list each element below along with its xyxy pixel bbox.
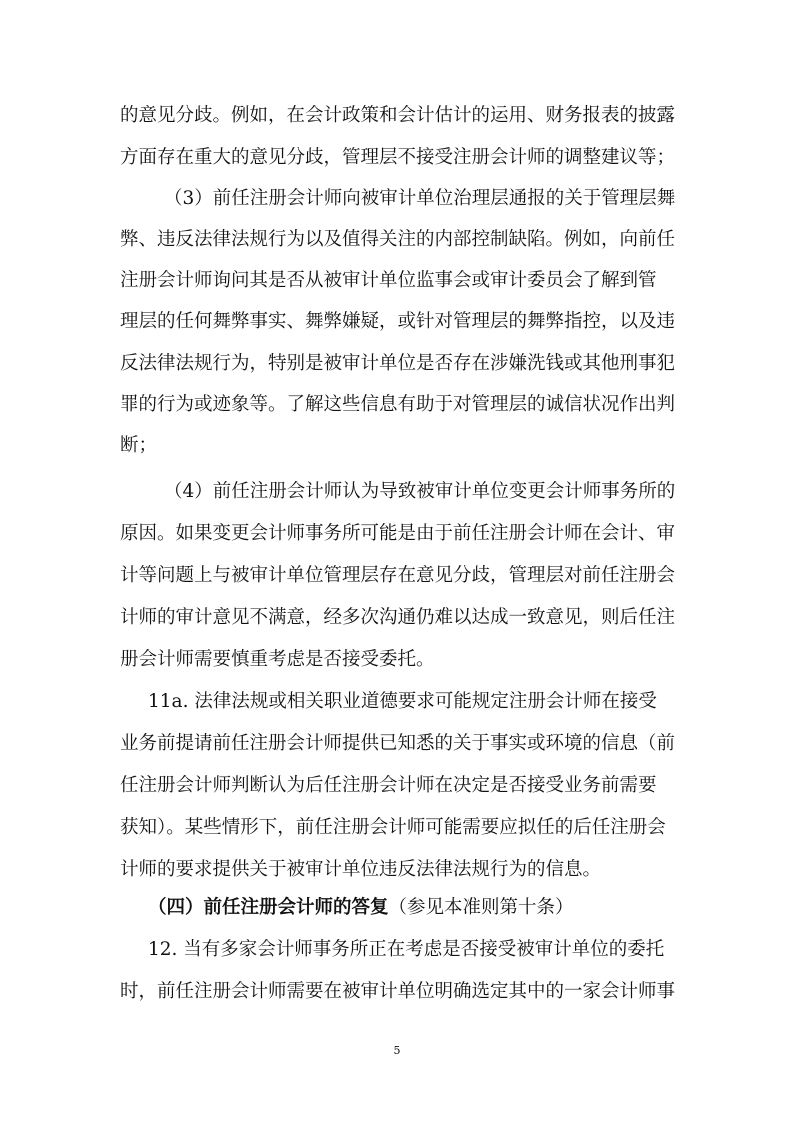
text-line: （4）前任注册会计师认为导致被审计单位变更会计师事务所的: [164, 481, 676, 502]
section-heading: [148, 896, 574, 920]
text-line: 注册会计师询问其是否从被审计单位监事会或审计委员会了解到管: [120, 270, 657, 291]
text-line: 计师的要求提供关于被审计单位违反法律法规行为的信息。: [120, 859, 602, 880]
text-line: 12. 当有多家会计师事务所正在考虑是否接受被审计单位的委托: [148, 939, 665, 960]
text-line: 计等问题上与被审计单位管理层存在意见分歧，管理层对前任注册会: [120, 565, 676, 586]
section-heading-reference: （参见本准则第十条）: [388, 897, 574, 918]
text-line: 原因。如果变更会计师事务所可能是由于前任注册会计师在会计、审: [120, 523, 676, 544]
section-heading-title: （四）前任注册会计师的答复: [148, 897, 389, 918]
page-number: 5: [393, 1044, 401, 1057]
text-line: 时，前任注册会计师需要在被审计单位明确选定其中的一家会计师事: [120, 981, 676, 1002]
text-line: 任注册会计师判断认为后任注册会计师在决定是否接受业务前需要: [120, 775, 657, 796]
text-line: 册会计师需要慎重考虑是否接受委托。: [120, 649, 435, 670]
text-line: 11a. 法律法规或相关职业道德要求可能规定注册会计师在接受: [148, 691, 657, 712]
text-line: 反法律法规行为，特别是被审计单位是否存在涉嫌洗钱或其他刑事犯: [120, 353, 676, 374]
text-line: 弊、违反法律法规行为以及值得关注的内部控制缺陷。例如，向前任: [120, 229, 676, 250]
text-line: （3）前任注册会计师向被审计单位治理层通报的关于管理层舞: [164, 188, 676, 209]
text-line: 罪的行为或迹象等。了解这些信息有助于对管理层的诚信状况作出判: [120, 394, 676, 415]
text-line: 的意见分歧。例如，在会计政策和会计估计的运用、财务报表的披露: [120, 105, 676, 126]
text-line: 断；: [120, 435, 158, 456]
text-line: 获知）。某些情形下，前任注册会计师可能需要应拟任的后任注册会: [120, 817, 666, 838]
text-line: 方面存在重大的意见分歧，管理层不接受注册会计师的调整建议等；: [120, 147, 676, 168]
text-line: 业务前提请前任注册会计师提供已知悉的关于事实或环境的信息（前: [120, 733, 676, 754]
text-line: 计师的审计意见不满意，经多次沟通仍难以达成一致意见，则后任注: [120, 607, 676, 628]
text-line: 理层的任何舞弊事实、舞弊嫌疑，或针对管理层的舞弊指控，以及违: [120, 311, 676, 332]
